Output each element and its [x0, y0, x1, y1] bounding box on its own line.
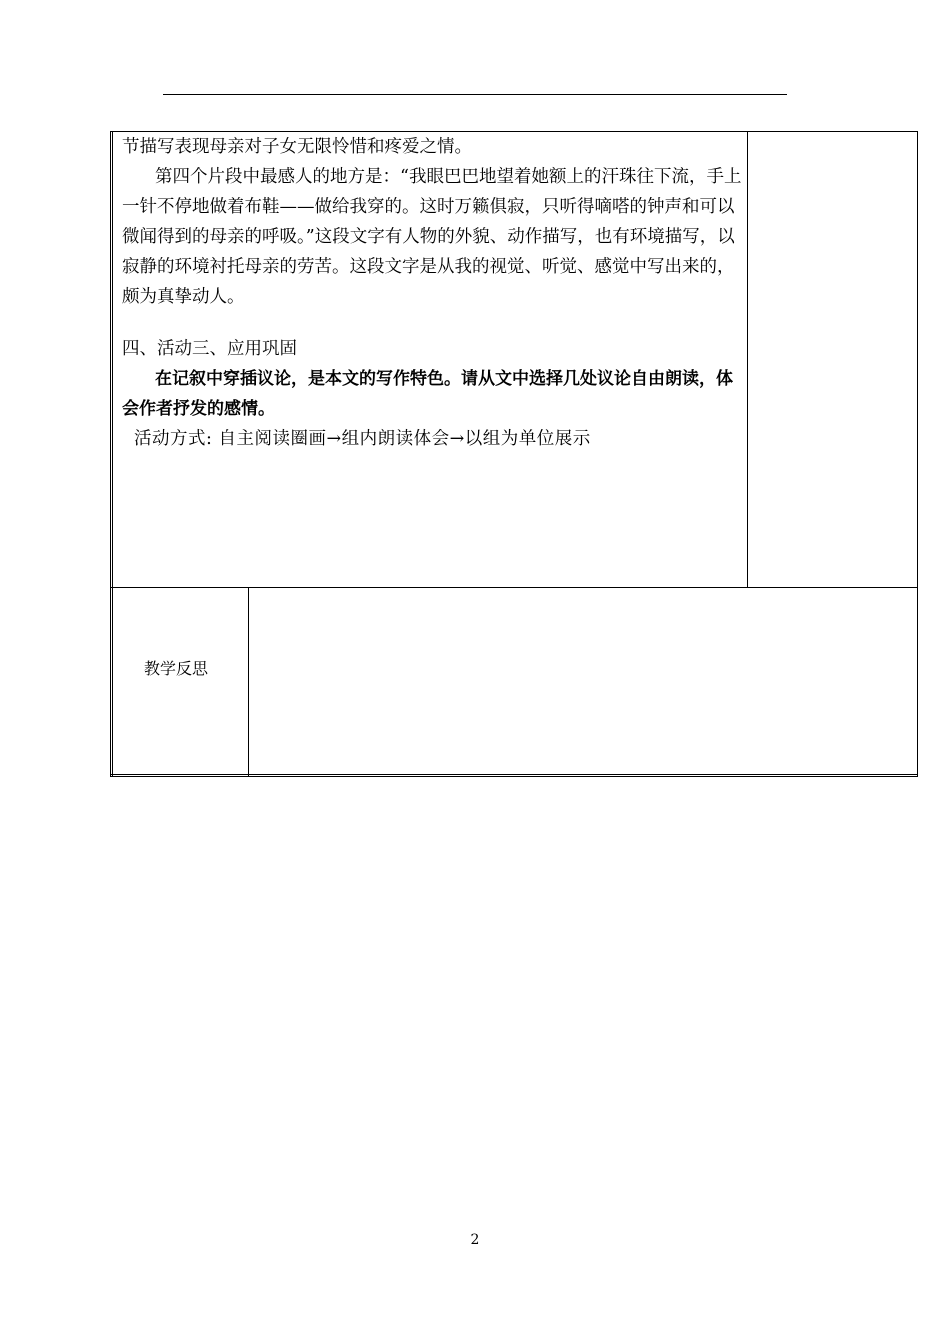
lesson-plan-table	[110, 131, 918, 777]
column-divider	[747, 132, 748, 588]
page-number: 2	[470, 1232, 480, 1248]
paragraph-spacer	[122, 312, 745, 334]
content-cell	[122, 132, 745, 454]
header-rule	[163, 94, 787, 95]
fourth-fragment-paragraph: 第四个片段中最感人的地方是：“我眼巴巴地望着她额上的汗珠往下流，手上一针不停地做着布鞋——做给我穿的。这时万籁俱寂，只听得嘀嗒的钟声和可以微闻得到的母亲的呼吸。”这段文字有人物的外貌、动作描写，也有环境描写，以寂静的环境衬托母亲的劳苦。这段文字是从我的视觉、听觉、感觉中写出来的，颇为真挚动人。	[122, 167, 742, 307]
continuation-line: 节描写表现母亲对子女无限怜惜和疼爱之情。	[122, 137, 472, 157]
task-instruction: 在记叙中穿插议论，是本文的写作特色。请从文中选择几处议论自由朗读，体会作者抒发的感情。	[122, 369, 733, 419]
reflection-label: 教学反思	[144, 659, 209, 678]
activity-method: 活动方式: 自主阅读圈画→组内朗读体会→以组为单位展示	[134, 429, 591, 449]
section-heading: 四、活动三、应用巩固	[122, 339, 297, 359]
row-divider	[111, 587, 917, 588]
label-column-divider	[248, 587, 249, 776]
